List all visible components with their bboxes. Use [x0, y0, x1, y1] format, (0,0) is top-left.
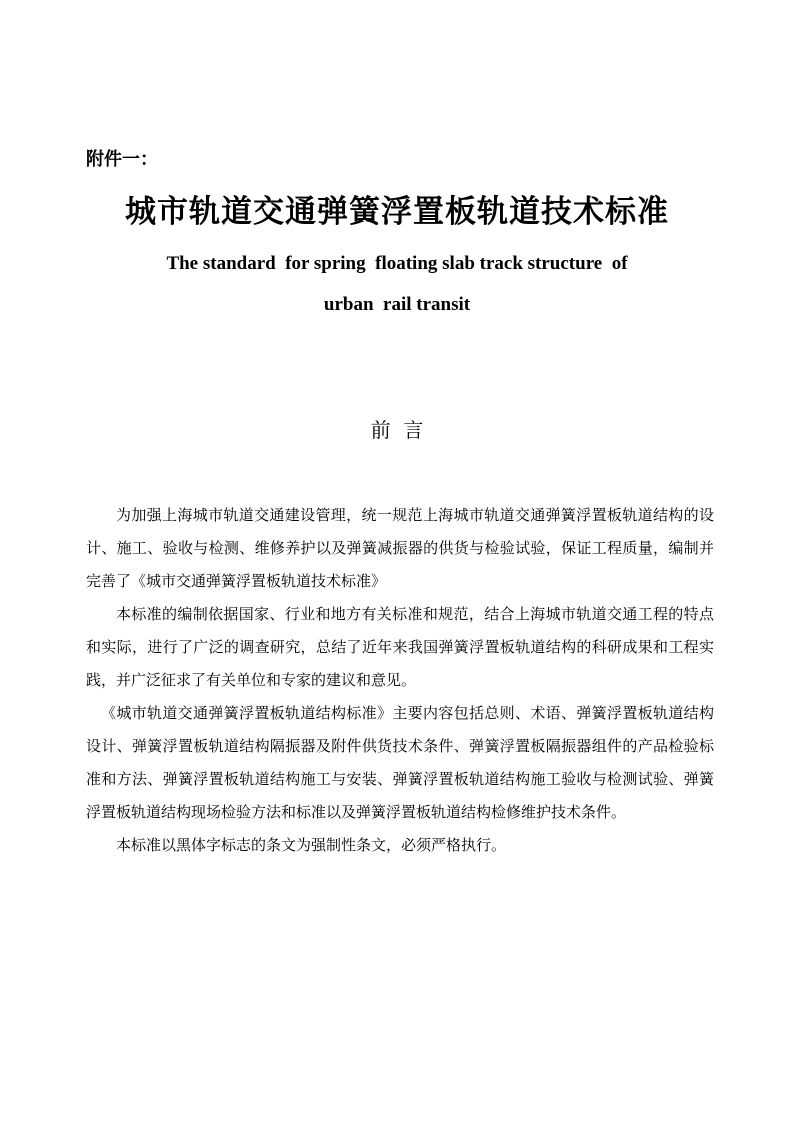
document-title-english-line-2: urban rail transit [323, 294, 471, 315]
document-title-english-line-1: The standard for spring floating slab track structure of [166, 253, 628, 274]
attachment-label: 附件一： [86, 149, 158, 170]
preface-body [86, 499, 714, 862]
preface-paragraph-3: 《城市轨道交通弹簧浮置板轨道结构标准》主要内容包括总则、术语、弹簧浮置板轨道结构设计、弹簧浮置板轨道结构隔振器及附件供货技术条件、弹簧浮置板隔振器组件的产品检验标准和方法、弹簧浮置板轨道结构施工与安装、弹簧浮置板轨道结构施工验收与检测试验、弹簧浮置板轨道结构现场检验方法和标准以及弹簧浮置板轨道结构检修维护技术条件。 [86, 704, 714, 821]
preface-paragraph-2: 本标准的编制依据国家、行业和地方有关标准和规范，结合上海城市轨道交通工程的特点和实际，进行了广泛的调查研究，总结了近年来我国弹簧浮置板轨道结构的科研成果和工程实践，并广泛征求了有关单位和专家的建议和意见。 [86, 605, 714, 689]
preface-paragraph-1: 为加强上海城市轨道交通建设管理，统一规范上海城市轨道交通弹簧浮置板轨道结构的设计、施工、验收与检测、维修养护以及弹簧减振器的供货与检验试验，保证工程质量，编制并完善了《城市交通弹簧浮置板轨道技术标准》 [86, 506, 714, 590]
preface-heading: 前 言 [370, 418, 424, 442]
document-title-chinese: 城市轨道交通弹簧浮置板轨道技术标准 [125, 194, 669, 230]
preface-paragraph-4: 本标准以黑体字标志的条文为强制性条文，必须严格执行。 [116, 836, 507, 854]
